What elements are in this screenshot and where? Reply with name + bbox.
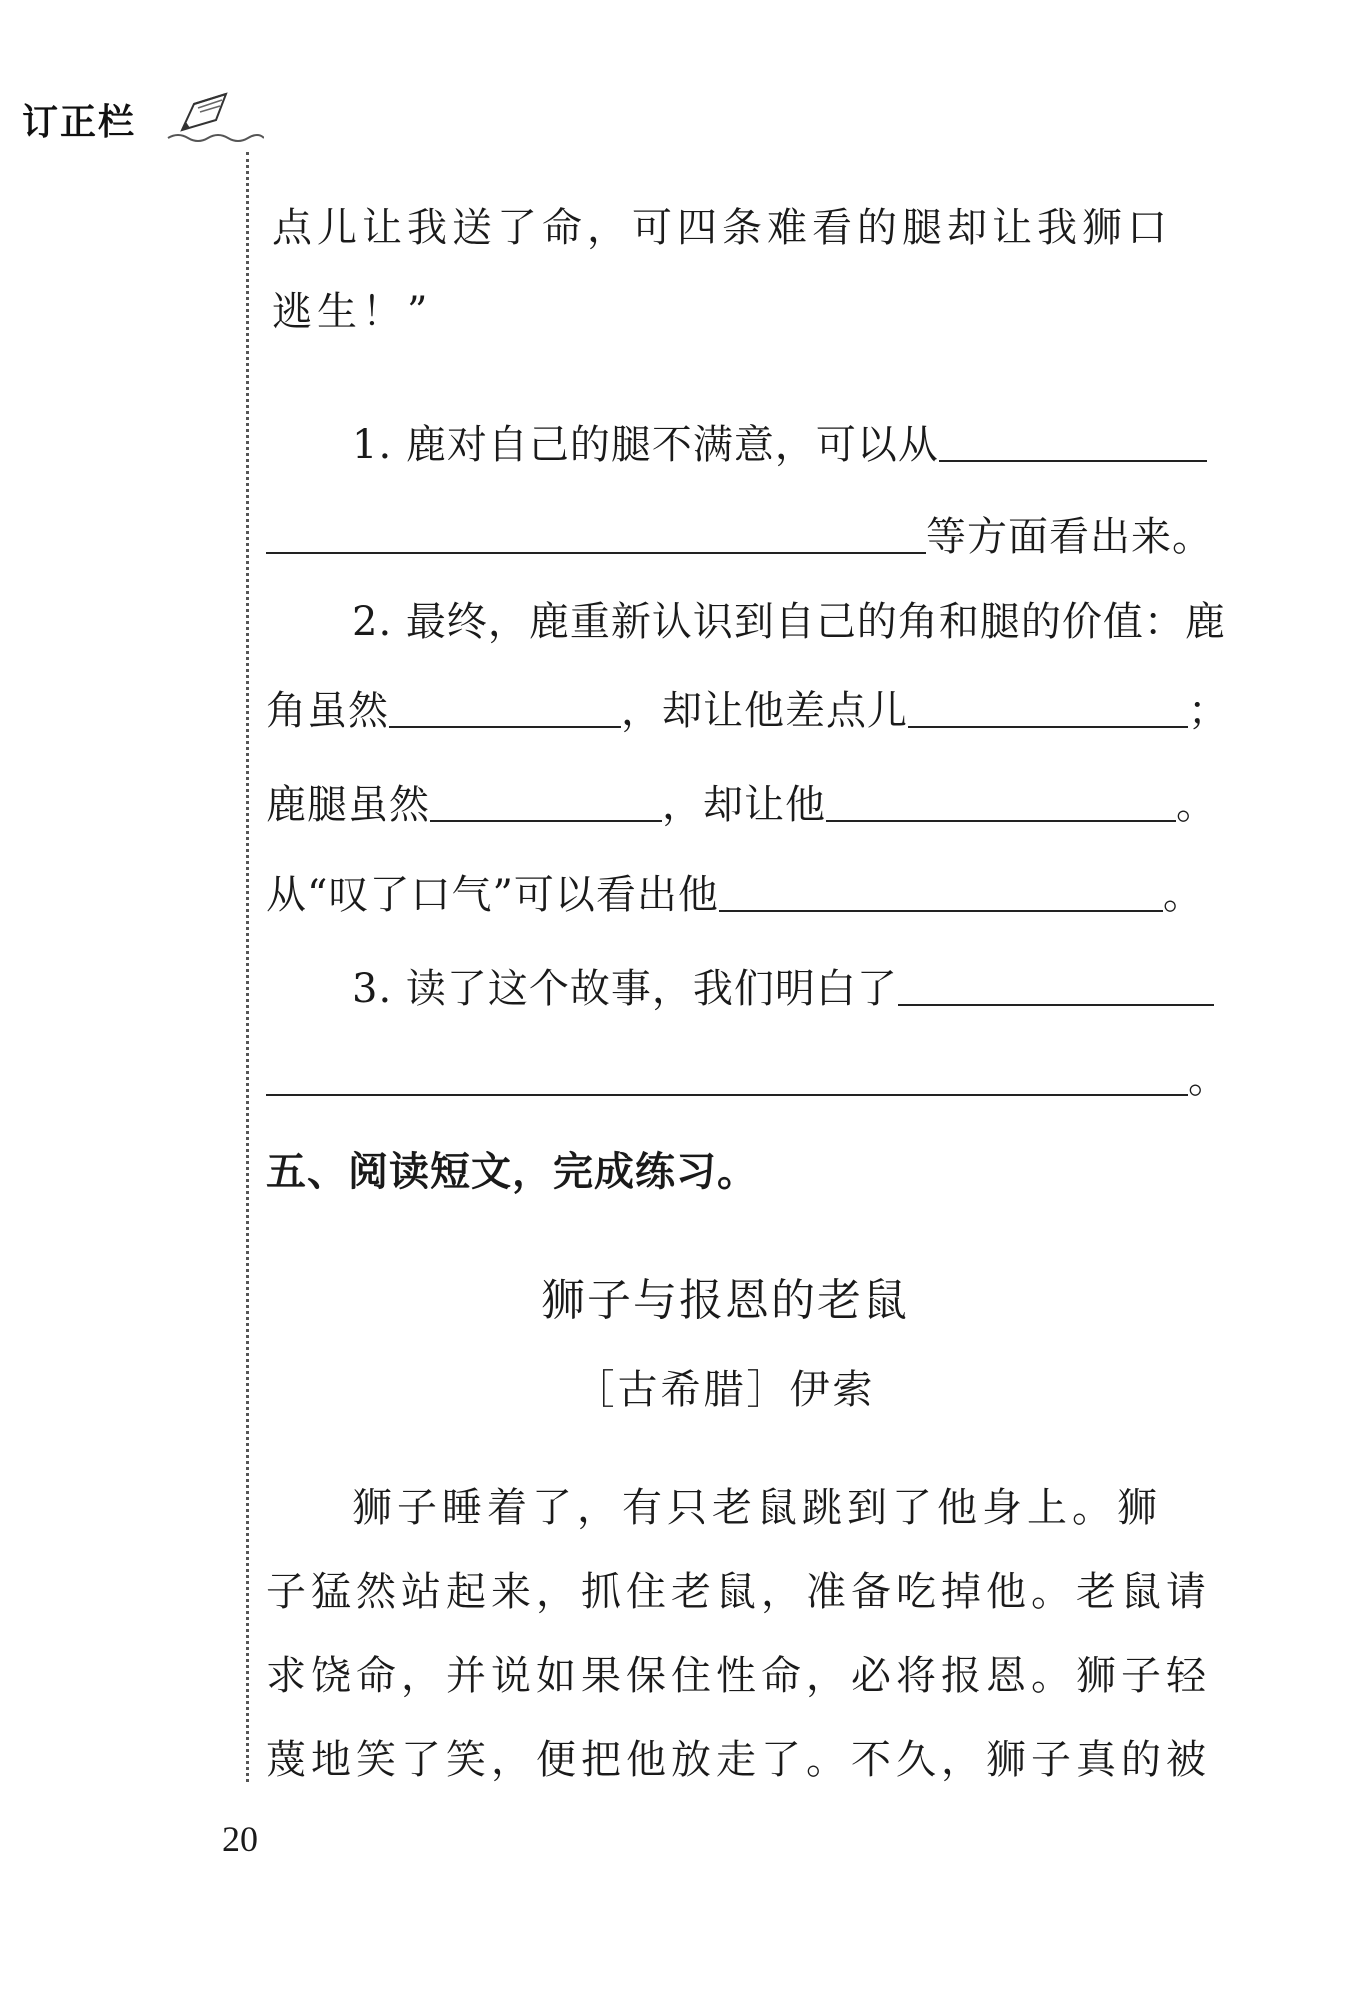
- story-paragraph-line: 蔑地笑了笑，便把他放走了。不久，狮子真的被: [266, 1737, 1211, 1783]
- question-1-ending: 等方面看出来。: [926, 514, 1213, 560]
- question-2-line: [266, 688, 1229, 734]
- question-text: 。: [1162, 872, 1204, 918]
- story-paragraph-line: 狮子睡着了，有只老鼠跳到了他身上。狮: [352, 1485, 1162, 1531]
- answer-blank[interactable]: [908, 690, 1188, 728]
- answer-blank[interactable]: [826, 784, 1176, 822]
- question-text: 从“叹了口气”可以看出他: [266, 872, 719, 918]
- question-2-prompt: 2. 最终，鹿重新认识到自己的角和腿的价值：鹿: [352, 599, 1226, 645]
- question-2-line: [266, 782, 1217, 828]
- answer-blank[interactable]: [266, 1058, 1188, 1096]
- question-text: ；: [1188, 688, 1229, 734]
- question-text: 鹿腿虽然: [266, 782, 430, 828]
- correction-column-header: [22, 84, 252, 154]
- section-heading: 五、阅读短文，完成练习。: [266, 1149, 758, 1195]
- answer-blank[interactable]: [898, 968, 1214, 1006]
- story-paragraph-line: 求饶命，并说如果保住性命，必将报恩。狮子轻: [266, 1653, 1211, 1699]
- answer-blank[interactable]: [266, 516, 926, 554]
- passage-line: 逃生！”: [272, 289, 433, 335]
- question-3-text: [352, 966, 1214, 1012]
- question-2-line: [266, 872, 1204, 918]
- margin-dotted-line: [246, 152, 249, 1782]
- page-number: 20: [222, 1819, 258, 1859]
- answer-blank[interactable]: [389, 690, 621, 728]
- question-text: 角虽然: [266, 688, 389, 734]
- question-text: 。: [1188, 1056, 1229, 1102]
- correction-label: 订正栏: [22, 102, 137, 143]
- answer-blank[interactable]: [430, 784, 662, 822]
- question-3-continuation: [266, 1056, 1229, 1102]
- question-text: ，却让他差点儿: [621, 688, 908, 734]
- story-author: ［古希腊］伊索: [574, 1367, 876, 1413]
- answer-blank[interactable]: [719, 874, 1163, 912]
- question-text: ，却让他: [662, 782, 826, 828]
- passage-line: 点儿让我送了命，可四条难看的腿却让我狮口: [272, 205, 1172, 251]
- question-1-prompt: 1. 鹿对自己的腿不满意，可以从: [352, 422, 939, 468]
- story-paragraph-line: 子猛然站起来，抓住老鼠，准备吃掉他。老鼠请: [266, 1569, 1211, 1615]
- story-title: 狮子与报恩的老鼠: [541, 1275, 909, 1326]
- question-1-text: [352, 422, 1207, 468]
- question-1-continuation: [266, 514, 1213, 560]
- pencil-icon: [164, 84, 264, 144]
- question-text: 。: [1176, 782, 1217, 828]
- answer-blank[interactable]: [939, 424, 1207, 462]
- question-3-prompt: 3. 读了这个故事，我们明白了: [352, 966, 898, 1012]
